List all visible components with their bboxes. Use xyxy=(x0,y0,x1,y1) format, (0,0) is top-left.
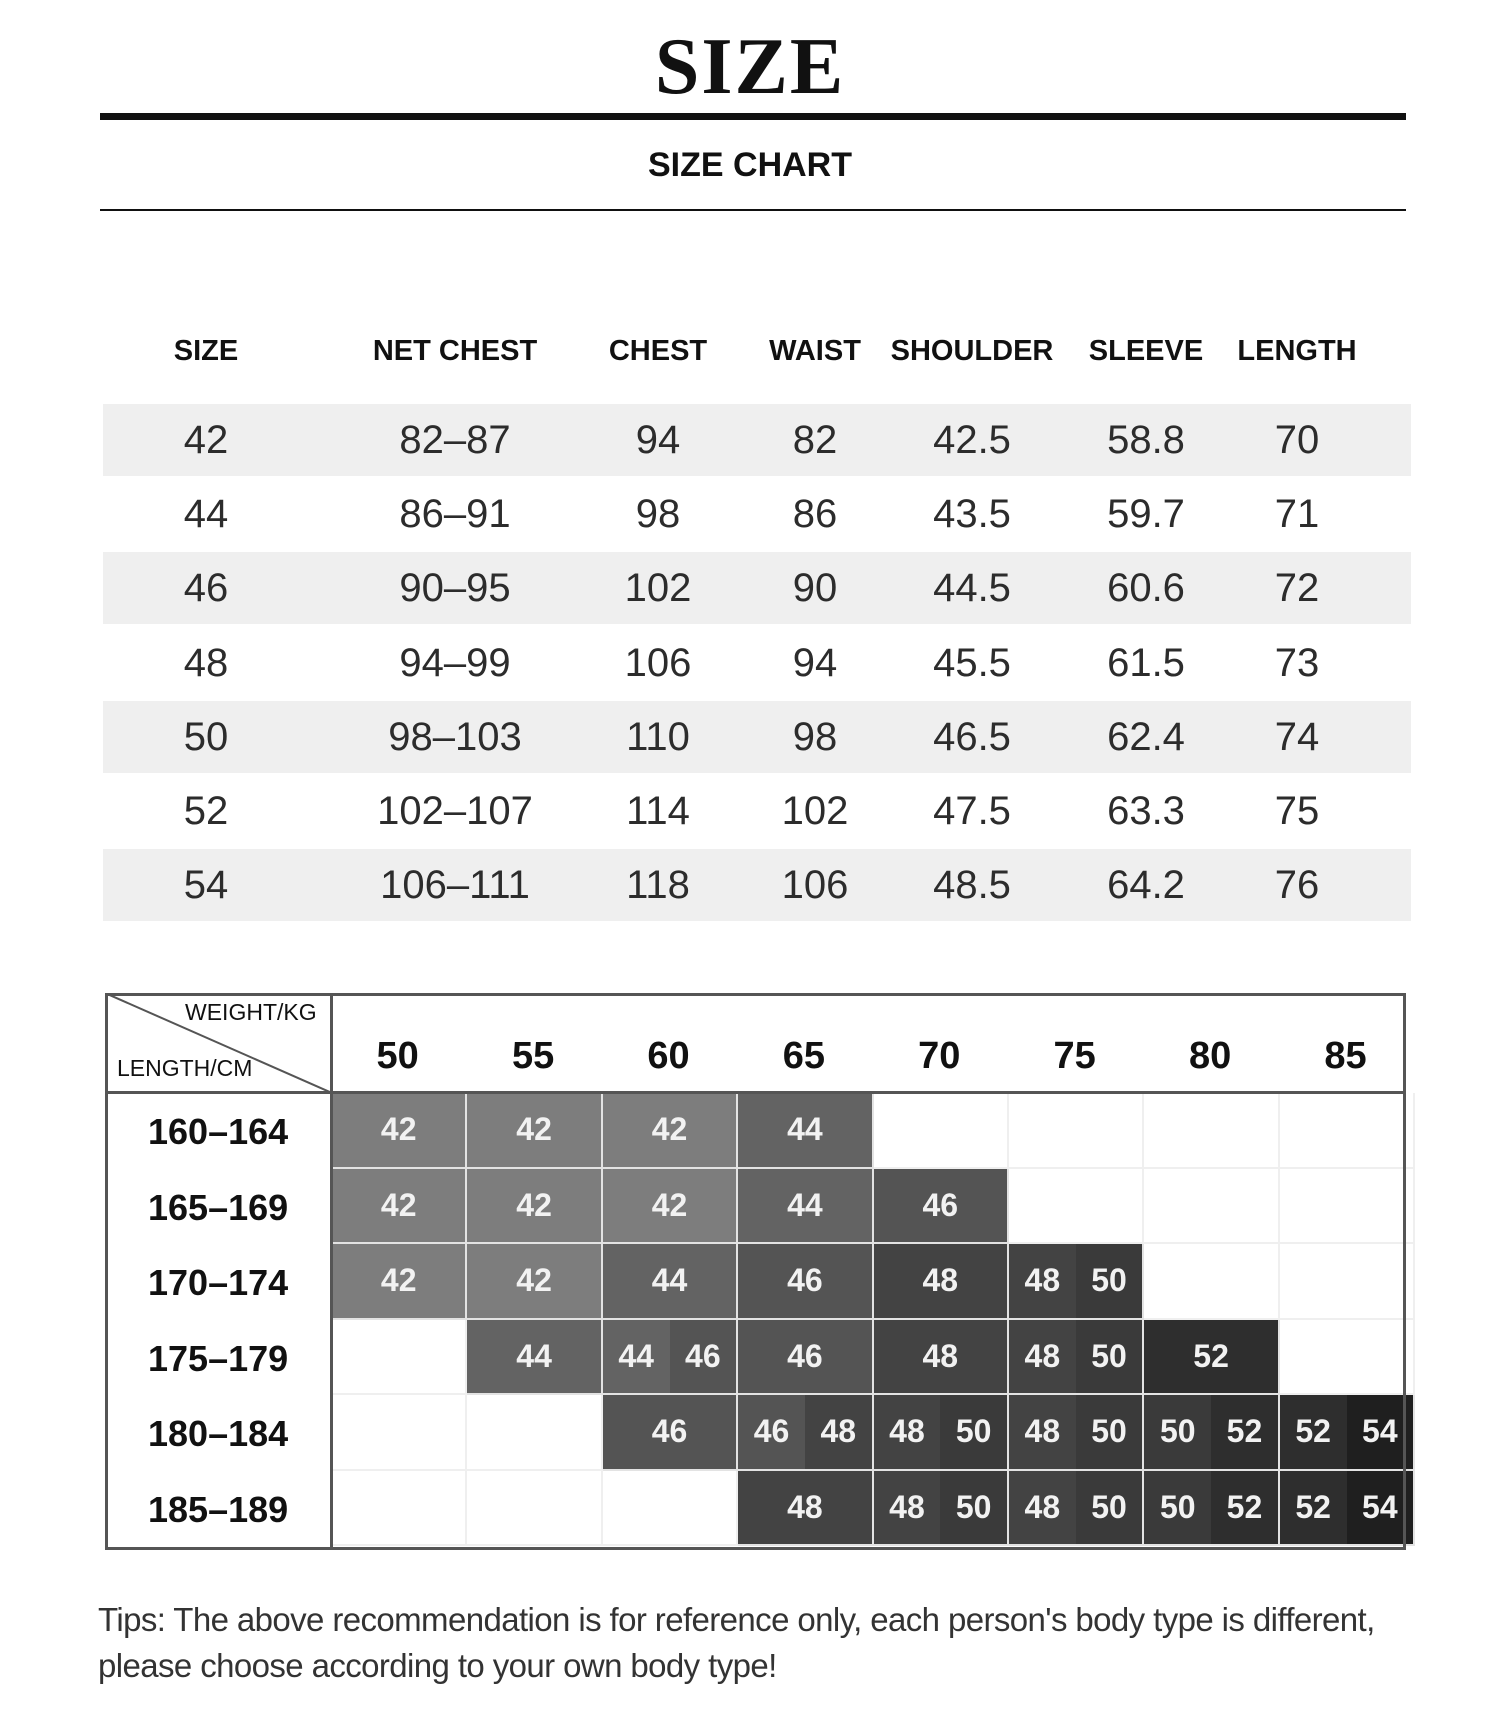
height-header: 170–174 xyxy=(148,1262,289,1303)
size-cell-half: 50 xyxy=(1144,1471,1211,1545)
table-row xyxy=(103,552,1411,624)
size-cell: 42 xyxy=(332,1244,467,1320)
height-header: 165–169 xyxy=(148,1186,289,1228)
table-cell: 102–107 xyxy=(377,789,533,833)
table-cell: 72 xyxy=(1274,566,1320,611)
table-cell: 47.5 xyxy=(933,789,1011,833)
table-row xyxy=(103,775,1411,847)
column-header: SIZE xyxy=(173,335,239,367)
size-cell-half: 50 xyxy=(1144,1395,1211,1469)
table-cell: 73 xyxy=(1274,640,1320,685)
table-cell: 94–99 xyxy=(399,640,511,685)
size-cell-half: 48 xyxy=(1009,1471,1076,1545)
size-cell-half: 44 xyxy=(603,1320,670,1394)
table-cell: 70 xyxy=(1274,418,1320,462)
length-axis-label: LENGTH/CM xyxy=(117,1055,253,1081)
table-cell: 42.5 xyxy=(933,418,1011,462)
table-cell: 94 xyxy=(635,418,681,462)
size-cell-half: 50 xyxy=(1076,1244,1143,1318)
table-cell: 59.7 xyxy=(1107,492,1185,537)
weight-header: 80 xyxy=(1188,1035,1232,1077)
size-cell: 46 xyxy=(738,1244,873,1320)
table-cell: 106–111 xyxy=(380,863,530,908)
size-cell-half: 50 xyxy=(940,1395,1007,1469)
weight-header: 65 xyxy=(782,1035,826,1077)
table-cell: 60.6 xyxy=(1107,566,1185,611)
table-cell: 82 xyxy=(792,418,838,462)
table-cell: 98–103 xyxy=(388,714,522,759)
size-cell: 44 xyxy=(603,1244,738,1320)
table-cell: 98 xyxy=(792,714,838,759)
size-cell-half: 52 xyxy=(1280,1471,1347,1545)
table-cell: 44 xyxy=(183,492,229,537)
weight-header: 70 xyxy=(918,1035,961,1077)
table-cell: 45.5 xyxy=(933,640,1011,685)
table-cell: 76 xyxy=(1274,863,1320,908)
table-cell: 48 xyxy=(183,640,229,685)
table-cell: 110 xyxy=(626,714,690,759)
weight-header: 55 xyxy=(511,1035,555,1077)
column-header: CHEST xyxy=(608,335,708,367)
table-cell: 44.5 xyxy=(933,566,1011,611)
size-cell: 42 xyxy=(332,1169,467,1245)
size-cell-half: 48 xyxy=(1009,1244,1076,1318)
size-cell-half: 48 xyxy=(874,1395,941,1469)
tips-note: Tips: The above recommendation is for reference only, each person's body type is different, please choose according to your own body type! xyxy=(98,1601,1375,1684)
size-cell: 48 xyxy=(874,1244,1009,1320)
table-cell: 90 xyxy=(792,566,838,611)
table-row xyxy=(103,404,1411,476)
table-cell: 48.5 xyxy=(933,863,1011,908)
weight-header: 85 xyxy=(1324,1035,1367,1077)
size-cell-half: 52 xyxy=(1280,1395,1347,1469)
size-cell-half: 52 xyxy=(1211,1395,1278,1469)
page-title: SIZE xyxy=(654,23,846,111)
size-chart-heading: SIZE CHART xyxy=(648,146,852,184)
table-row xyxy=(103,849,1411,921)
table-cell: 64.2 xyxy=(1107,863,1185,908)
grid-frame xyxy=(105,993,1406,1550)
table-cell: 46 xyxy=(183,566,229,611)
size-cell: 52 xyxy=(1144,1320,1279,1396)
size-cell: 44 xyxy=(738,1093,873,1169)
table-cell: 82–87 xyxy=(399,418,511,462)
size-cell-half: 46 xyxy=(738,1395,805,1469)
table-cell: 62.4 xyxy=(1107,714,1185,759)
size-cell-half: 50 xyxy=(940,1471,1007,1545)
size-cell-half: 54 xyxy=(1347,1471,1414,1545)
table-cell: 114 xyxy=(626,789,690,833)
table-cell: 90–95 xyxy=(399,566,511,611)
table-cell: 102 xyxy=(624,566,692,611)
size-cell: 42 xyxy=(603,1169,738,1245)
size-cell: 42 xyxy=(603,1093,738,1169)
table-cell: 42 xyxy=(183,418,229,462)
size-cell-half: 50 xyxy=(1076,1320,1143,1394)
table-cell: 46.5 xyxy=(933,714,1011,759)
table-cell: 102 xyxy=(781,789,849,833)
table-cell: 106 xyxy=(624,640,692,685)
table-cell: 71 xyxy=(1274,492,1320,537)
column-header: SLEEVE xyxy=(1088,335,1204,367)
table-row xyxy=(103,701,1411,773)
weight-header: 60 xyxy=(647,1035,690,1077)
column-header: SHOULDER xyxy=(890,335,1054,367)
weight-axis-label: WEIGHT/KG xyxy=(185,999,317,1025)
table-cell: 86 xyxy=(792,492,838,537)
table-cell: 75 xyxy=(1274,789,1320,833)
size-cell-half: 48 xyxy=(874,1471,941,1545)
table-cell: 106 xyxy=(781,863,849,908)
table-cell: 50 xyxy=(183,714,229,759)
size-cell: 46 xyxy=(874,1169,1009,1245)
size-cell: 42 xyxy=(467,1244,602,1320)
heading-divider xyxy=(100,209,1406,211)
size-cell: 48 xyxy=(738,1471,873,1547)
size-cell-half: 52 xyxy=(1211,1471,1278,1545)
table-row xyxy=(103,478,1411,550)
column-header: WAIST xyxy=(769,335,861,367)
table-cell: 86–91 xyxy=(399,492,511,537)
height-header: 175–179 xyxy=(148,1337,289,1379)
size-cell: 48 xyxy=(874,1320,1009,1396)
size-cell-half: 54 xyxy=(1347,1395,1414,1469)
size-cell: 46 xyxy=(738,1320,873,1396)
column-header: NET CHEST xyxy=(372,335,538,367)
table-cell: 58.8 xyxy=(1107,418,1185,462)
size-cell: 42 xyxy=(332,1093,467,1169)
height-header: 180–184 xyxy=(148,1413,289,1454)
height-header: 160–164 xyxy=(148,1111,289,1152)
table-row xyxy=(103,627,1411,699)
size-cell-half: 46 xyxy=(670,1320,737,1394)
table-cell: 43.5 xyxy=(933,492,1011,537)
table-cell: 98 xyxy=(635,492,681,537)
title-divider xyxy=(100,113,1406,120)
size-cell-half: 50 xyxy=(1076,1471,1143,1545)
table-cell: 54 xyxy=(183,863,229,908)
weight-header: 50 xyxy=(376,1035,419,1077)
size-cell: 44 xyxy=(738,1169,873,1245)
size-cell-half: 48 xyxy=(1009,1395,1076,1469)
size-cell: 42 xyxy=(467,1169,602,1245)
size-cell-half: 48 xyxy=(805,1395,872,1469)
weight-header: 75 xyxy=(1053,1035,1096,1077)
table-cell: 52 xyxy=(183,789,229,833)
size-cell: 44 xyxy=(467,1320,602,1396)
table-cell: 118 xyxy=(626,863,690,908)
size-cell: 46 xyxy=(603,1395,738,1471)
size-cell-half: 48 xyxy=(1009,1320,1076,1394)
column-header: LENGTH xyxy=(1237,335,1357,367)
table-cell: 94 xyxy=(792,640,838,685)
table-cell: 74 xyxy=(1274,714,1320,759)
size-cell-half: 50 xyxy=(1076,1395,1143,1469)
size-cell: 42 xyxy=(467,1093,602,1169)
table-cell: 61.5 xyxy=(1107,640,1185,685)
height-header: 185–189 xyxy=(148,1488,289,1530)
table-cell: 63.3 xyxy=(1107,789,1185,833)
